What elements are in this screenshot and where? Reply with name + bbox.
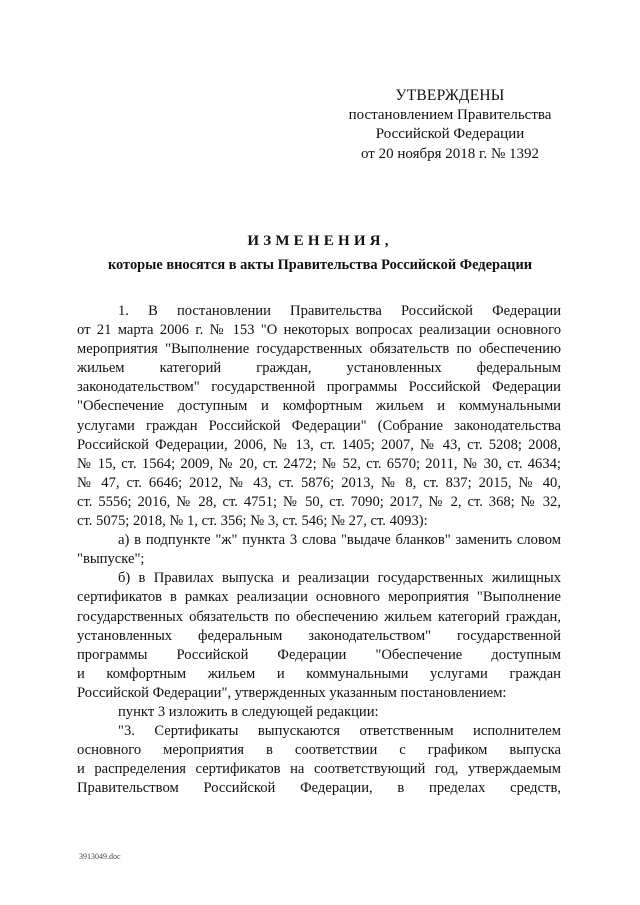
paragraph-line: основного мероприятия в соответствии с графиком выпуска bbox=[77, 742, 561, 759]
approval-block bbox=[330, 86, 570, 164]
paragraph bbox=[77, 531, 561, 569]
paragraph-line: ст. 5075; 2018, № 1, ст. 356; № 3, ст. 546; № 27, ст. 4093): bbox=[77, 513, 428, 530]
document-title: ИЗМЕНЕНИЯ, bbox=[247, 233, 393, 249]
document-body bbox=[77, 302, 561, 798]
paragraph-line: услугами граждан Российской Федерации" (Собрание законодательства bbox=[77, 417, 561, 434]
paragraph-line: программы Российской Федерации "Обеспечение доступным bbox=[77, 646, 561, 663]
paragraph-line: Российской Федерации", утвержденных указанным постановлением: bbox=[77, 684, 507, 701]
approval-title: УТВЕРЖДЕНЫ bbox=[395, 87, 505, 104]
paragraph-line: мероприятия "Выполнение государственных обязательств по обеспечению bbox=[77, 341, 561, 358]
document-heading bbox=[70, 233, 570, 274]
paragraph-line: Российской Федерации, 2006, № 13, ст. 1405; 2007, № 43, ст. 5208; 2008, bbox=[77, 436, 561, 453]
approval-line-3: от 20 ноября 2018 г. № 1392 bbox=[360, 145, 540, 162]
approval-line-1: постановлением Правительства bbox=[348, 106, 552, 123]
paragraph-line: установленных федеральным законодательством" государственной bbox=[77, 627, 561, 644]
paragraph-line: Правительством Российской Федерации, в пределах средств, bbox=[77, 780, 561, 797]
paragraph-line: № 47, ст. 6646; 2012, № 43, ст. 5876; 2013, № 8, ст. 837; 2015, № 40, bbox=[77, 474, 561, 491]
paragraph bbox=[77, 569, 561, 703]
paragraph-line: сертификатов в рамках реализации основного мероприятия "Выполнение bbox=[77, 589, 561, 606]
document-subtitle: которые вносятся в акты Правительства Российской Федерации bbox=[107, 257, 533, 273]
paragraph bbox=[77, 302, 561, 531]
paragraph-line: "Обеспечение доступным и комфортным жильем и коммунальными bbox=[77, 398, 561, 415]
paragraph-line: и комфортным жильем и коммунальными услугами граждан bbox=[77, 665, 561, 682]
paragraph-line: законодательством" государственной программы Российской Федерации bbox=[77, 379, 561, 396]
footer-doc-id: 3913049.doc bbox=[79, 852, 121, 861]
paragraph-line: пункт 3 изложить в следующей редакции: bbox=[118, 703, 379, 720]
paragraph bbox=[77, 703, 561, 722]
paragraph-line: государственных обязательств по обеспечению жильем категорий граждан, bbox=[77, 608, 561, 625]
paragraph bbox=[77, 722, 561, 798]
paragraph-line: а) в подпункте "ж" пункта 3 слова "выдаче бланков" заменить словом bbox=[118, 532, 561, 549]
paragraph-line: ст. 5556; 2016, № 28, ст. 4751; № 50, ст. 7090; 2017, № 2, ст. 368; № 32, bbox=[77, 493, 561, 510]
paragraph-line: от 21 марта 2006 г. № 153 "О некоторых вопросах реализации основного bbox=[77, 322, 561, 339]
paragraph-line: жильем категорий граждан, установленных федеральным bbox=[77, 360, 561, 377]
paragraph-line: и распределения сертификатов на соответствующий год, утверждаемым bbox=[77, 761, 561, 778]
paragraph-line: "3. Сертификаты выпускаются ответственным исполнителем bbox=[118, 723, 561, 740]
paragraph-line: б) в Правилах выпуска и реализации государственных жилищных bbox=[118, 570, 561, 587]
paragraph-line: 1. В постановлении Правительства Российской Федерации bbox=[118, 303, 561, 319]
approval-line-2: Российской Федерации bbox=[375, 126, 525, 142]
paragraph-line: № 15, ст. 1564; 2009, № 20, ст. 2472; № 52, ст. 6570; 2011, № 30, ст. 4634; bbox=[77, 455, 561, 472]
paragraph-line: "выпуске"; bbox=[77, 551, 145, 568]
